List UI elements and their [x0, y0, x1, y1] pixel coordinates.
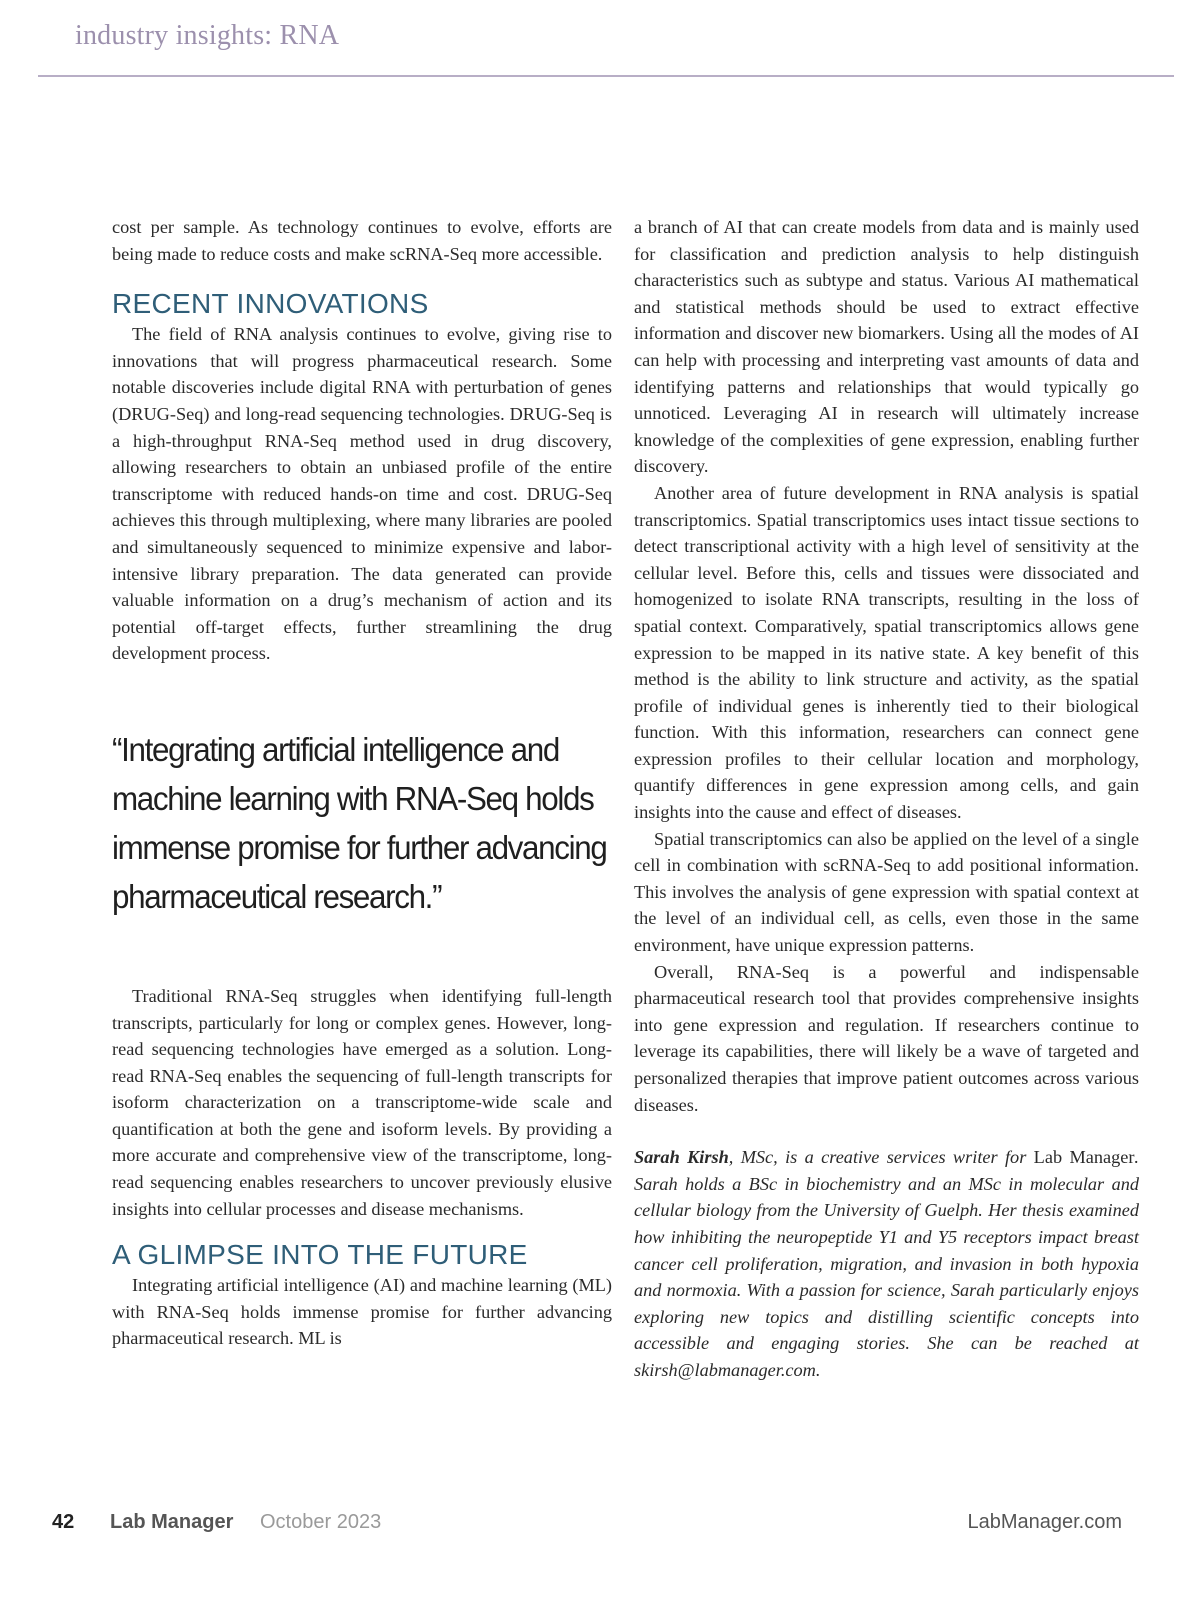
author-bio — [634, 1144, 1139, 1383]
ml-continued-paragraph: a branch of AI that can create models from data and is mainly used for classification and prediction analysis to help distinguish characteristics such as subtype and status. Various AI mathematical and statistical methods should be used to extract effective information and discover new biomarkers. Using all the modes of AI can help with processing and interpreting vast amounts of data and identifying patterns and relationships that would typically go unnoticed. Leveraging AI in research will ultimately increase knowledge of the complexities of gene expression, enabling further discovery. — [634, 217, 1139, 477]
spatial-transcriptomics-paragraph: Another area of future development in RNA analysis is spatial transcriptomics. Spatial transcriptomics uses intact tissue sections to detect transcriptional activity with a high level of sensitivity at the cellular level. Before this, cells and tissues were dissociated and homogenized to isolate RNA transcripts, resulting in the loss of spatial context. Comparatively, spatial transcriptomics allows gene expression to be mapped in its native state. A key benefit of this method is the ability to link structure and activity, as the spatial profile of individual genes is inherently tied to their biological function. With this information, researchers can connect gene expression profiles to their cellular location and morphology, quantify differences in gene expression among cells, and gain insights into the cause and effect of diseases. — [634, 482, 1139, 823]
author-bio-details: . Sarah holds a BSc in biochemistry and an MSc in molecular and cellular biology from the University of Guelph. Her thesis examined how inhibiting the neuropeptide Y1 and Y5 receptors impact breast cancer cell proliferation, migration, and invasion in both hypoxia and normoxia. With a passion for science, Sarah particularly enjoys exploring new topics and distilling scientific concepts into accessible and engaging stories. She can be reached at skirsh@labmanager.com. — [634, 1147, 1139, 1380]
recent-innovations-paragraph: The field of RNA analysis continues to evolve, giving rise to innovations that will progress pharmaceutical research. Some notable discoveries include digital RNA with perturbation of genes (DRUG-Seq) and long-read sequencing technologies. DRUG-Seq is a high-throughput RNA-Seq method used in drug discovery, allowing researchers to obtain an unbiased profile of the entire transcriptome with reduced hands-on time and cost. DRUG-Seq achieves this through multiplexing, where many libraries are pooled and simultaneously sequenced to minimize expensive and labor-intensive library preparation. The data generated can provide valuable information on a drug’s mechanism of action and its potential off-target effects, further streamlining the drug development process. — [112, 324, 612, 664]
website-url: LabManager.com — [967, 1511, 1122, 1533]
author-intro: , MSc, is a creative services writer for — [728, 1147, 1034, 1168]
heading-recent-innovations: RECENT INNOVATIONS — [112, 288, 429, 320]
running-head: industry insights: RNA — [75, 20, 340, 51]
page-footer — [52, 1511, 1122, 1541]
author-name: Sarah Kirsh — [634, 1147, 729, 1168]
right-column — [634, 214, 1139, 1384]
page-number: 42 — [52, 1511, 75, 1533]
header-divider — [38, 75, 1174, 77]
conclusion-paragraph: Overall, RNA-Seq is a powerful and indispensable pharmaceutical research tool that provides comprehensive insights into gene expression and regulation. If researchers continue to leverage its capabilities, there will likely be a wave of targeted and personalized therapies that improve patient outcomes across various diseases. — [634, 961, 1139, 1115]
heading-glimpse-future: A GLIMPSE INTO THE FUTURE — [112, 1239, 528, 1271]
future-paragraph: Integrating artificial intelligence (AI) and machine learning (ML) with RNA-Seq holds immense promise for further advancing pharmaceutical research. ML is — [112, 1275, 612, 1349]
issue-date: October 2023 — [260, 1511, 382, 1533]
publication-name: Lab Manager — [110, 1511, 234, 1533]
bio-magazine-name: Lab Manager — [1033, 1147, 1135, 1168]
single-cell-paragraph: Spatial transcriptomics can also be applied on the level of a single cell in combination with scRNA-Seq to add positional information. This involves the analysis of gene expression with spatial context at the level of an individual cell, as cells, even those in the same environment, have unique expression patterns. — [634, 828, 1139, 956]
pull-quote: “Integrating artificial intelligence and machine learning with RNA-Seq holds immense promise for further advancing pharmaceutical research.” — [112, 730, 607, 915]
left-column — [112, 214, 612, 1352]
intro-paragraph: cost per sample. As technology continues to evolve, efforts are being made to reduce costs and make scRNA-Seq more accessible. — [112, 217, 612, 264]
long-read-paragraph: Traditional RNA-Seq struggles when identifying full-length transcripts, particularly for long or complex genes. However, long-read sequencing technologies have emerged as a solution. Long-read RNA-Seq enables the sequencing of full-length transcripts for isoform characterization on a transcriptome-wide scale and quantification at both the gene and isoform levels. By providing a more accurate and comprehensive view of the transcriptome, long-read sequencing enables researchers to uncover previously elusive insights into cellular processes and disease mechanisms. — [112, 985, 612, 1219]
